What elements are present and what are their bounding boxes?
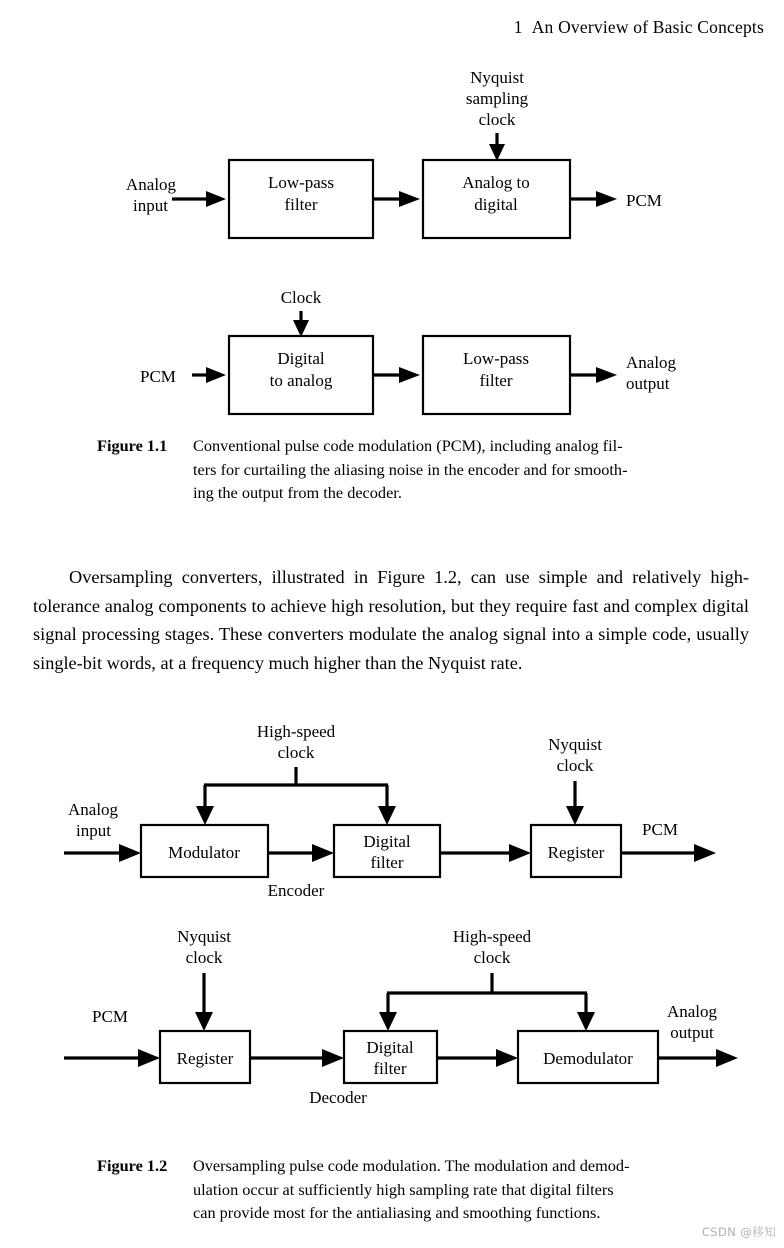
high-speed-clock-label-decoder-line2: clock <box>473 948 511 967</box>
nyquist-sampling-clock-label-line1: Nyquist <box>470 68 524 87</box>
lowpass-filter-decoder-label-line2: filter <box>479 371 513 390</box>
encoder-group-label: Encoder <box>267 881 325 900</box>
analog-to-digital-label-line1: Analog to <box>462 173 530 192</box>
figure-1-2-caption-line-2: ulation occur at sufficiently high sampling rate that digital filters <box>193 1179 614 1199</box>
digital-filter-encoder-label-line2: filter <box>370 853 404 872</box>
pcm-input-label-decoder-fig2: PCM <box>92 1007 128 1026</box>
figure-1-1-caption-line-3: ing the output from the decoder. <box>193 483 402 502</box>
analog-output-label-line2: output <box>626 374 670 393</box>
chapter-title: An Overview of Basic Concepts <box>531 17 764 37</box>
nyquist-clock-arrowhead-encoder <box>566 806 584 825</box>
clock-arrowhead-decoder <box>293 320 309 337</box>
pcm-output-label-encoder-fig2: PCM <box>642 820 678 839</box>
register-to-digital-filter-arrowhead <box>322 1049 344 1067</box>
figure-1-2-svg <box>0 705 784 1125</box>
figure-1-1-svg <box>0 55 784 430</box>
lowpass-filter-label-line1: Low-pass <box>267 173 335 192</box>
analog-output-label-line1: Analog <box>626 353 677 372</box>
dac-to-lowpass-arrowhead <box>399 367 420 383</box>
body-paragraph-line-3: complex digital signal processing stages. These converters modulate the analog signal into <box>33 595 749 645</box>
nyquist-clock-label-decoder-line2: clock <box>185 948 223 967</box>
register-decoder-label: Register <box>176 1049 234 1068</box>
demodulator-label: Demodulator <box>543 1049 633 1068</box>
digital-filter-decoder-label-line1: Digital <box>366 1038 414 1057</box>
body-paragraph-line-2: high-tolerance analog components to achieve high resolution, but they require fast and <box>33 567 749 616</box>
high-speed-clock-label-decoder-line1: High-speed <box>452 927 532 946</box>
high-speed-clock-label-encoder-line2: clock <box>277 743 315 762</box>
digital-filter-to-demodulator-arrowhead <box>496 1049 518 1067</box>
lowpass-to-adc-arrowhead <box>399 191 420 207</box>
pcm-input-arrowhead-decoder-fig2 <box>138 1049 160 1067</box>
digital-to-analog-label-line2: to analog <box>269 371 333 390</box>
high-speed-clock-arrowhead-digital-filter-encoder <box>378 806 396 825</box>
high-speed-clock-arrowhead-modulator <box>196 806 214 825</box>
high-speed-clock-label-encoder-line1: High-speed <box>256 722 336 741</box>
nyquist-sampling-clock-label-line2: sampling <box>465 89 529 108</box>
body-paragraph-line-1: Oversampling converters, illustrated in Figure 1.2, can use simple and relatively <box>69 567 702 587</box>
modulator-to-digital-filter-arrowhead <box>312 844 334 862</box>
high-speed-clock-arrowhead-digital-filter-decoder <box>379 1012 397 1031</box>
decoder-group-label: Decoder <box>309 1088 367 1107</box>
digital-to-analog-label-line1: Digital <box>277 349 325 368</box>
pcm-output-arrowhead-encoder <box>596 191 617 207</box>
high-speed-clock-arrowhead-demodulator <box>577 1012 595 1031</box>
digital-filter-decoder-label-line2: filter <box>373 1059 407 1078</box>
chapter-number: 1 <box>513 17 523 37</box>
figure-1-2-caption-line-3: can provide most for the antialiasing and smoothing functions. <box>193 1203 601 1222</box>
figure-1-1-caption-line-1: Conventional pulse code modulation (PCM), including analog fil- <box>193 436 623 455</box>
watermark: CSDN @移知 <box>701 1225 776 1239</box>
pcm-input-label-decoder: PCM <box>140 367 176 386</box>
analog-output-arrowhead-decoder-fig2 <box>716 1049 738 1067</box>
figure-1-2-caption <box>97 1154 697 1225</box>
analog-input-label-line1: Analog <box>126 175 177 194</box>
analog-to-digital-label-line2: digital <box>474 195 518 214</box>
analog-output-label-decoder-fig2-line1: Analog <box>666 1002 718 1021</box>
analog-input-label-line2: input <box>133 196 168 215</box>
nyquist-clock-arrowhead-decoder <box>195 1012 213 1031</box>
figure-1-1-caption <box>97 434 693 505</box>
pcm-output-arrowhead-encoder-fig2 <box>694 844 716 862</box>
body-paragraph <box>33 563 749 677</box>
modulator-label: Modulator <box>168 843 240 862</box>
analog-input-arrowhead <box>206 191 226 207</box>
figure-1-2-diagram <box>0 705 784 1125</box>
figure-1-2-caption-line-1: Oversampling pulse code modulation. The modulation and demod- <box>193 1156 630 1175</box>
figure-1-1-caption-label: Figure 1.1 <box>97 436 168 455</box>
figure-1-1-diagram <box>0 55 784 430</box>
analog-input-label-encoder-line1: Analog <box>68 800 119 819</box>
nyquist-sampling-clock-label-line3: clock <box>478 110 516 129</box>
analog-output-arrowhead-decoder <box>596 367 617 383</box>
figure-1-2-caption-label: Figure 1.2 <box>97 1156 168 1175</box>
analog-input-arrowhead-encoder <box>119 844 141 862</box>
pcm-output-label-encoder: PCM <box>626 191 662 210</box>
nyquist-clock-label-encoder-line1: Nyquist <box>548 735 602 754</box>
digital-filter-encoder-label-line1: Digital <box>363 832 411 851</box>
analog-output-label-decoder-fig2-line2: output <box>670 1023 714 1042</box>
figure-1-1-caption-line-2: ters for curtailing the aliasing noise in the encoder and for smooth- <box>193 459 628 479</box>
nyquist-clock-label-encoder-line2: clock <box>556 756 594 775</box>
lowpass-filter-decoder-label-line1: Low-pass <box>462 349 530 368</box>
lowpass-filter-label-line2: filter <box>284 195 318 214</box>
digital-filter-to-register-arrowhead <box>509 844 531 862</box>
pcm-input-arrowhead-decoder <box>206 367 226 383</box>
nyquist-clock-label-decoder-line1: Nyquist <box>177 927 231 946</box>
running-head <box>514 17 764 38</box>
clock-label-decoder: Clock <box>280 288 322 307</box>
nyquist-sampling-clock-arrowhead <box>489 144 505 161</box>
register-encoder-label: Register <box>547 843 605 862</box>
body-paragraph-line-4: a simple code, usually single-bit words, at a frequency much higher than the Nyquist rate. <box>33 624 750 673</box>
analog-input-label-encoder-line2: input <box>76 821 111 840</box>
